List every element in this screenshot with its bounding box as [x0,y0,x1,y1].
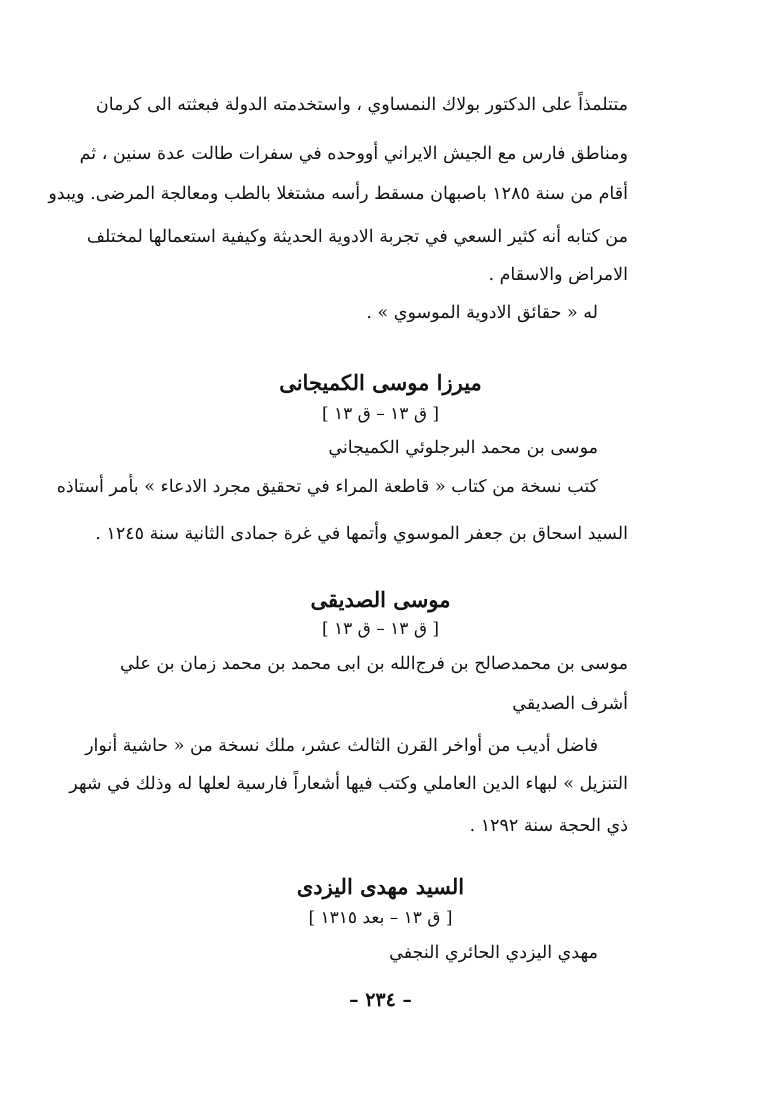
entry-title: موسى الصديقى [310,587,451,612]
intro-line: ومناطق فارس مع الجيش الايراني أووحده في سفرات طالت عدة سنين ، ثم [79,144,628,164]
intro-line: أقام من سنة ١٢٨٥ باصبهان مسقط رأسه مشتغلا بالطب ومعالجة المرضى. ويبدو [48,184,628,204]
entry-line: مهدي اليزدي الحائري النجفي [389,943,598,963]
page-number: – ٢٣٤ – [349,989,412,1011]
entry-line: كتب نسخة من كتاب « قاطعة المراء في تحقيق مجرد الادعاء » بأمر أستاذه [56,477,598,497]
intro-line: له « حقائق الادوية الموسوي » . [366,303,598,323]
entry-dates: [ ق ١٣ – بعد ١٣١٥ ] [308,908,453,928]
entry-line: السيد اسحاق بن جعفر الموسوي وأتمها في غرة جمادى الثانية سنة ١٢٤٥ . [95,524,628,544]
entry-line: موسى بن محمد البرجلوئي الكميجاني [328,438,598,458]
intro-line: متتلمذاً على الدكتور بولاك النمساوي ، واستخدمته الدولة فبعثته الى كرمان [95,95,628,115]
entry-title: ميرزا موسى الكميجانى [279,370,482,395]
intro-line: الامراض والاسقام . [488,265,628,285]
entry-line: ذي الحجة سنة ١٢٩٢ . [469,816,628,836]
entry-dates: [ ق ١٣ – ق ١٣ ] [321,619,440,639]
entry-line: التنزيل » لبهاء الدين العاملي وكتب فيها أشعاراً فارسية لعلها له وذلك في شهر [69,774,628,794]
entry-dates: [ ق ١٣ – ق ١٣ ] [321,404,440,424]
entry-title: السيد مهدى اليزدى [296,874,465,899]
entry-line: موسى بن محمدصالح بن فرج‌الله بن ابى محمد بن محمد زمان بن علي [120,654,628,674]
entry-line: أشرف الصديقي [512,694,628,714]
intro-line: من كتابه أنه كثير السعي في تجربة الادوية الحديثة وكيفية استعمالها لمختلف [86,227,628,247]
entry-line: فاضل أديب من أواخر القرن الثالث عشر، ملك نسخة من « حاشية أنوار [85,736,598,756]
